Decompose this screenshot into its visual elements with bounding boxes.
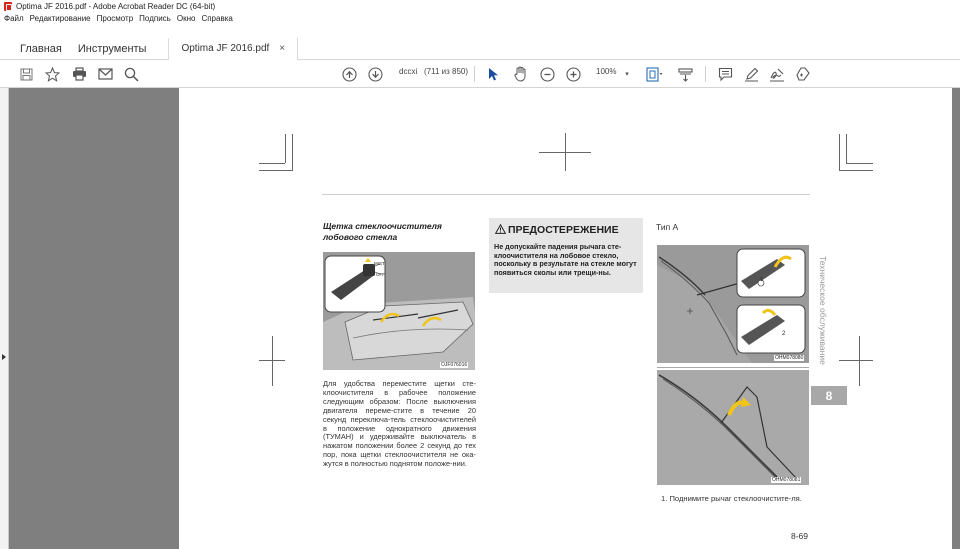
sign-icon[interactable] xyxy=(768,65,786,83)
chapter-number-badge: 8 xyxy=(811,386,847,405)
page-number: 8-69 xyxy=(791,531,809,541)
figure-code: OHM078080 xyxy=(775,355,804,361)
crop-mark xyxy=(292,134,293,170)
menu-edit[interactable]: Редактирование xyxy=(29,14,91,23)
viewer-background-right xyxy=(952,88,960,549)
zoom-out-icon[interactable] xyxy=(538,65,556,83)
zoom-in-icon[interactable] xyxy=(564,65,582,83)
search-icon[interactable] xyxy=(122,65,140,83)
menu-help[interactable]: Справка xyxy=(201,14,233,23)
off-label: OFF xyxy=(376,272,385,277)
crop-mark xyxy=(846,163,873,164)
step-marker-1: 1 xyxy=(760,277,763,283)
hand-icon[interactable] xyxy=(511,65,529,83)
scroll-mode-icon[interactable] xyxy=(676,65,694,83)
tab-tools[interactable]: Инструменты xyxy=(77,42,147,55)
instruction-text: Для удобства переместите щетки сте-клоочистителя в рабочее положение следующим образом: После выключения двигателя переме-стите в течение 20 секунд переключа-тель стеклоочистителей в положение однократного движения (ТУМАН) и удерживайте выключатель в нажатом положении более 2 секунд до тех пор, пока щетки стеклоочистителя не ока-жутся в полностью поднятом положе-нии. xyxy=(323,379,476,469)
section-title: Щетка стеклоочистителя лобового стекла xyxy=(323,221,442,242)
step-marker-2: 2 xyxy=(782,331,786,337)
type-label: Тип А xyxy=(656,222,679,232)
toolbar xyxy=(0,60,960,88)
fill-sign-icon[interactable] xyxy=(794,65,812,83)
warning-title xyxy=(495,224,619,236)
warning-box xyxy=(489,218,643,293)
page-count: (711 из 850) xyxy=(424,67,469,76)
crop-mark xyxy=(272,336,273,386)
warning-triangle-icon xyxy=(495,224,506,234)
viewer-background xyxy=(10,88,179,549)
crop-mark xyxy=(839,170,873,171)
close-tab-icon[interactable]: × xyxy=(279,43,286,54)
bookmark-star-icon[interactable] xyxy=(43,65,61,83)
expand-panel-arrow-icon[interactable] xyxy=(2,354,6,360)
step-1-text: 1. Поднимите рычаг стеклоочистите-ля. xyxy=(661,494,802,503)
menu-file[interactable]: Файл xyxy=(4,14,24,23)
warning-title-text: ПРЕДОСТЕРЕЖЕНИЕ xyxy=(508,224,619,236)
acrobat-app-icon xyxy=(4,2,12,11)
prev-page-icon[interactable] xyxy=(340,65,358,83)
document-viewer[interactable] xyxy=(0,88,960,549)
crop-mark xyxy=(846,134,847,163)
navigation-pane-toggle[interactable] xyxy=(0,88,9,549)
tab-row xyxy=(0,38,960,60)
crop-mark xyxy=(259,170,293,171)
select-cursor-icon[interactable] xyxy=(486,65,500,83)
highlight-pen-icon[interactable] xyxy=(742,65,760,83)
print-icon[interactable] xyxy=(70,65,88,83)
warning-text: Не допускайте падения рычага сте-клоочистителя на лобовое стекло, поскольку в результате на стекле могут появиться сколы или трещи-ны. xyxy=(494,242,637,277)
page-label-field[interactable]: dccxi xyxy=(399,67,418,76)
tab-home[interactable]: Главная xyxy=(20,42,62,55)
mist-label: MIST xyxy=(374,261,385,266)
toolbar-divider xyxy=(705,66,706,82)
save-icon[interactable] xyxy=(18,65,34,83)
figure-code: OHM078081 xyxy=(772,477,801,483)
menu-bar xyxy=(0,13,960,38)
email-icon[interactable] xyxy=(96,65,114,83)
figure-wiper-arm-raise xyxy=(657,245,809,363)
crop-mark xyxy=(285,134,286,163)
crop-mark xyxy=(839,360,873,361)
menu-window[interactable]: Окно xyxy=(176,14,196,23)
crop-mark xyxy=(565,133,566,171)
tab-document[interactable] xyxy=(168,38,298,60)
pdf-page xyxy=(179,88,952,549)
next-page-icon[interactable] xyxy=(366,65,384,83)
zoom-dropdown-chevron-icon[interactable]: ▾ xyxy=(625,71,629,78)
title-bar xyxy=(0,0,960,13)
fit-page-icon[interactable] xyxy=(644,65,664,83)
menu-sign[interactable]: Подпись xyxy=(139,14,171,23)
header-rule xyxy=(322,194,810,195)
crop-mark xyxy=(859,336,860,386)
zoom-level-select[interactable]: 100% xyxy=(596,67,617,76)
chapter-side-title-text: Техническое обслуживание xyxy=(818,256,828,365)
tab-document-label: Optima JF 2016.pdf xyxy=(181,43,270,54)
figure-wiper-switch xyxy=(323,252,475,370)
chapter-side-title xyxy=(816,256,828,386)
comment-icon[interactable] xyxy=(716,65,734,83)
crop-mark xyxy=(259,163,285,164)
figure-wiper-blade xyxy=(657,367,809,485)
toolbar-divider xyxy=(474,66,475,82)
crop-mark xyxy=(839,134,840,170)
window-title: Optima JF 2016.pdf - Adobe Acrobat Reader DC (64-bit) xyxy=(16,2,216,11)
figure-code: OJF076016 xyxy=(441,362,468,368)
menu-view[interactable]: Просмотр xyxy=(96,14,134,23)
